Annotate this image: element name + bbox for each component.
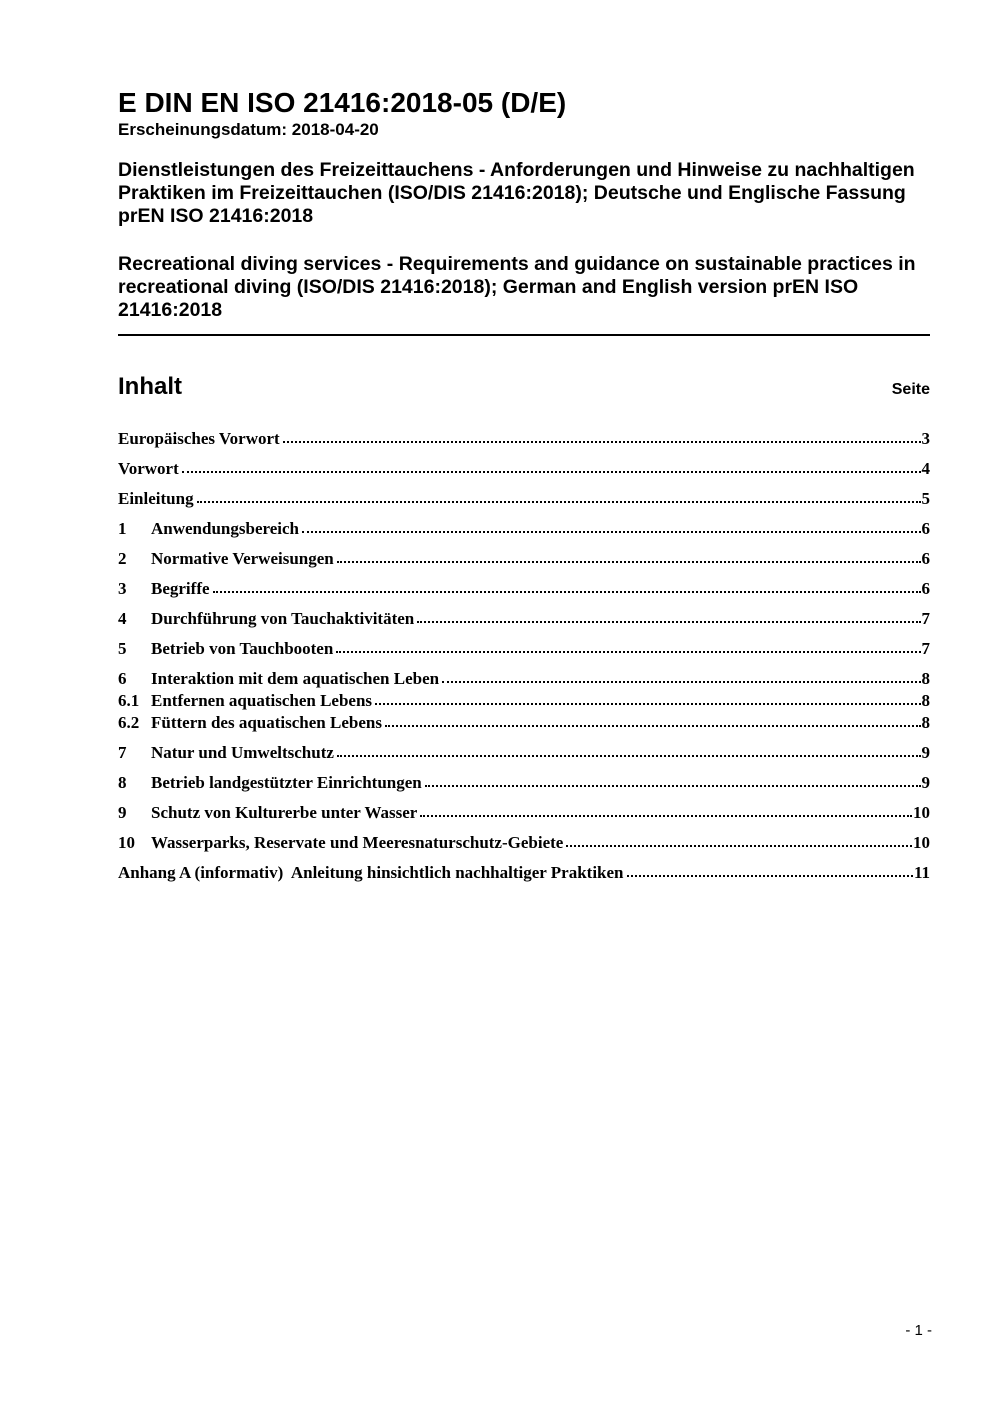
toc-entry [118, 610, 930, 627]
toc-entry-label: Durchführung von Tauchaktivitäten [151, 609, 415, 629]
toc-entry [118, 692, 930, 709]
toc-entry-page: 8 [921, 669, 930, 689]
toc-entry-label: Europäisches Vorwort [118, 429, 280, 449]
toc-dotted-leader [385, 725, 921, 727]
toc-entry-page: 8 [921, 691, 930, 711]
toc-entry-number: 10 [118, 833, 135, 853]
toc-dotted-leader [302, 531, 921, 533]
toc-dotted-leader [337, 561, 921, 563]
toc-entry-label: Einleitung [118, 489, 194, 509]
toc-entry [118, 580, 930, 597]
toc-entry-page: 10 [913, 833, 930, 853]
toc-entry [118, 460, 930, 477]
toc-entry [118, 744, 930, 761]
toc-entry-page: 9 [921, 773, 930, 793]
toc-entry-page: 7 [921, 639, 930, 659]
toc-entry [118, 640, 930, 657]
toc-entry-label: Anwendungsbereich [151, 519, 299, 539]
toc-entry-label: Vorwort [118, 459, 179, 479]
toc-entry-number: 1 [118, 519, 127, 539]
toc-list [118, 430, 930, 881]
toc-entry-number: 7 [118, 743, 127, 763]
page-number: - 1 - [905, 1322, 932, 1339]
toc-dotted-leader [197, 501, 921, 503]
toc-entry [118, 774, 930, 791]
toc-entry-page: 6 [921, 549, 930, 569]
toc-entry-label: Betrieb von Tauchbooten [151, 639, 334, 659]
toc-dotted-leader [337, 755, 921, 757]
toc-dotted-leader [420, 815, 912, 817]
toc-entry-label: Füttern des aquatischen Lebens [151, 713, 382, 733]
toc-entry-label: Schutz von Kulturerbe unter Wasser [151, 803, 418, 823]
toc-entry-label: Begriffe [151, 579, 210, 599]
toc-entry-number: 3 [118, 579, 127, 599]
toc-entry-label: Entfernen aquatischen Lebens [151, 691, 373, 711]
toc-entry-number: 6.1 [118, 691, 140, 711]
toc-heading: Inhalt [118, 373, 182, 401]
toc-entry-label: Normative Verweisungen [151, 549, 334, 569]
toc-page-column-label: Seite [891, 381, 930, 399]
toc-entry-number: 5 [118, 639, 127, 659]
toc-entry-label: Natur und Umweltschutz [151, 743, 334, 763]
publication-date: Erscheinungsdatum: 2018-04-20 [118, 120, 379, 140]
toc-entry-label: Wasserparks, Reservate und Meeresnaturschutz-Gebiete [151, 833, 564, 853]
toc-entry-page: 6 [921, 579, 930, 599]
toc-entry [118, 714, 930, 731]
toc-entry [118, 864, 930, 881]
toc-entry-page: 6 [921, 519, 930, 539]
document-title-english: Recreational diving services - Requirements and guidance on sustainable practices in recreational diving (ISO/DIS 21416:2018); German and English version prEN ISO 21416:2018 [118, 253, 930, 336]
toc-entry-number: 8 [118, 773, 127, 793]
toc-entry [118, 490, 930, 507]
toc-header [118, 373, 930, 401]
toc-dotted-leader [182, 471, 921, 473]
toc-entry-page: 7 [921, 609, 930, 629]
toc-entry-page: 5 [921, 489, 930, 509]
toc-entry-label: Anhang A (informativ) Anleitung hinsichtlich nachhaltiger Praktiken [118, 863, 624, 883]
toc-dotted-leader [417, 621, 920, 623]
document-code-title: E DIN EN ISO 21416:2018-05 (D/E) [118, 87, 567, 118]
toc-entry-label: Interaktion mit dem aquatischen Leben [151, 669, 440, 689]
toc-entry-page: 9 [921, 743, 930, 763]
toc-entry [118, 520, 930, 537]
toc-dotted-leader [442, 681, 920, 683]
toc-dotted-leader [425, 785, 921, 787]
document-title-german: Dienstleistungen des Freizeittauchens - Anforderungen und Hinweise zu nachhaltigen Praktiken im Freizeittauchen (ISO/DIS 21416:2018); Deutsche und Englische Fassung prEN ISO 21416:2018 [118, 159, 915, 228]
toc-entry-page: 3 [921, 429, 930, 449]
toc-entry-page: 4 [921, 459, 930, 479]
toc-entry-number: 9 [118, 803, 127, 823]
toc-dotted-leader [213, 591, 921, 593]
toc-entry-page: 11 [913, 863, 930, 883]
toc-dotted-leader [627, 875, 913, 877]
toc-entry [118, 550, 930, 567]
toc-entry [118, 430, 930, 447]
toc-dotted-leader [336, 651, 920, 653]
toc-entry-page: 8 [921, 713, 930, 733]
toc-entry-number: 2 [118, 549, 127, 569]
toc-entry [118, 670, 930, 687]
toc-entry-number: 6.2 [118, 713, 140, 733]
toc-entry-number: 4 [118, 609, 127, 629]
toc-entry-label: Betrieb landgestützter Einrichtungen [151, 773, 422, 793]
toc-dotted-leader [283, 441, 921, 443]
toc-dotted-leader [375, 703, 920, 705]
toc-entry-page: 10 [913, 803, 930, 823]
toc-entry [118, 834, 930, 851]
toc-entry-number: 6 [118, 669, 127, 689]
toc-dotted-leader [566, 845, 912, 847]
toc-entry [118, 804, 930, 821]
